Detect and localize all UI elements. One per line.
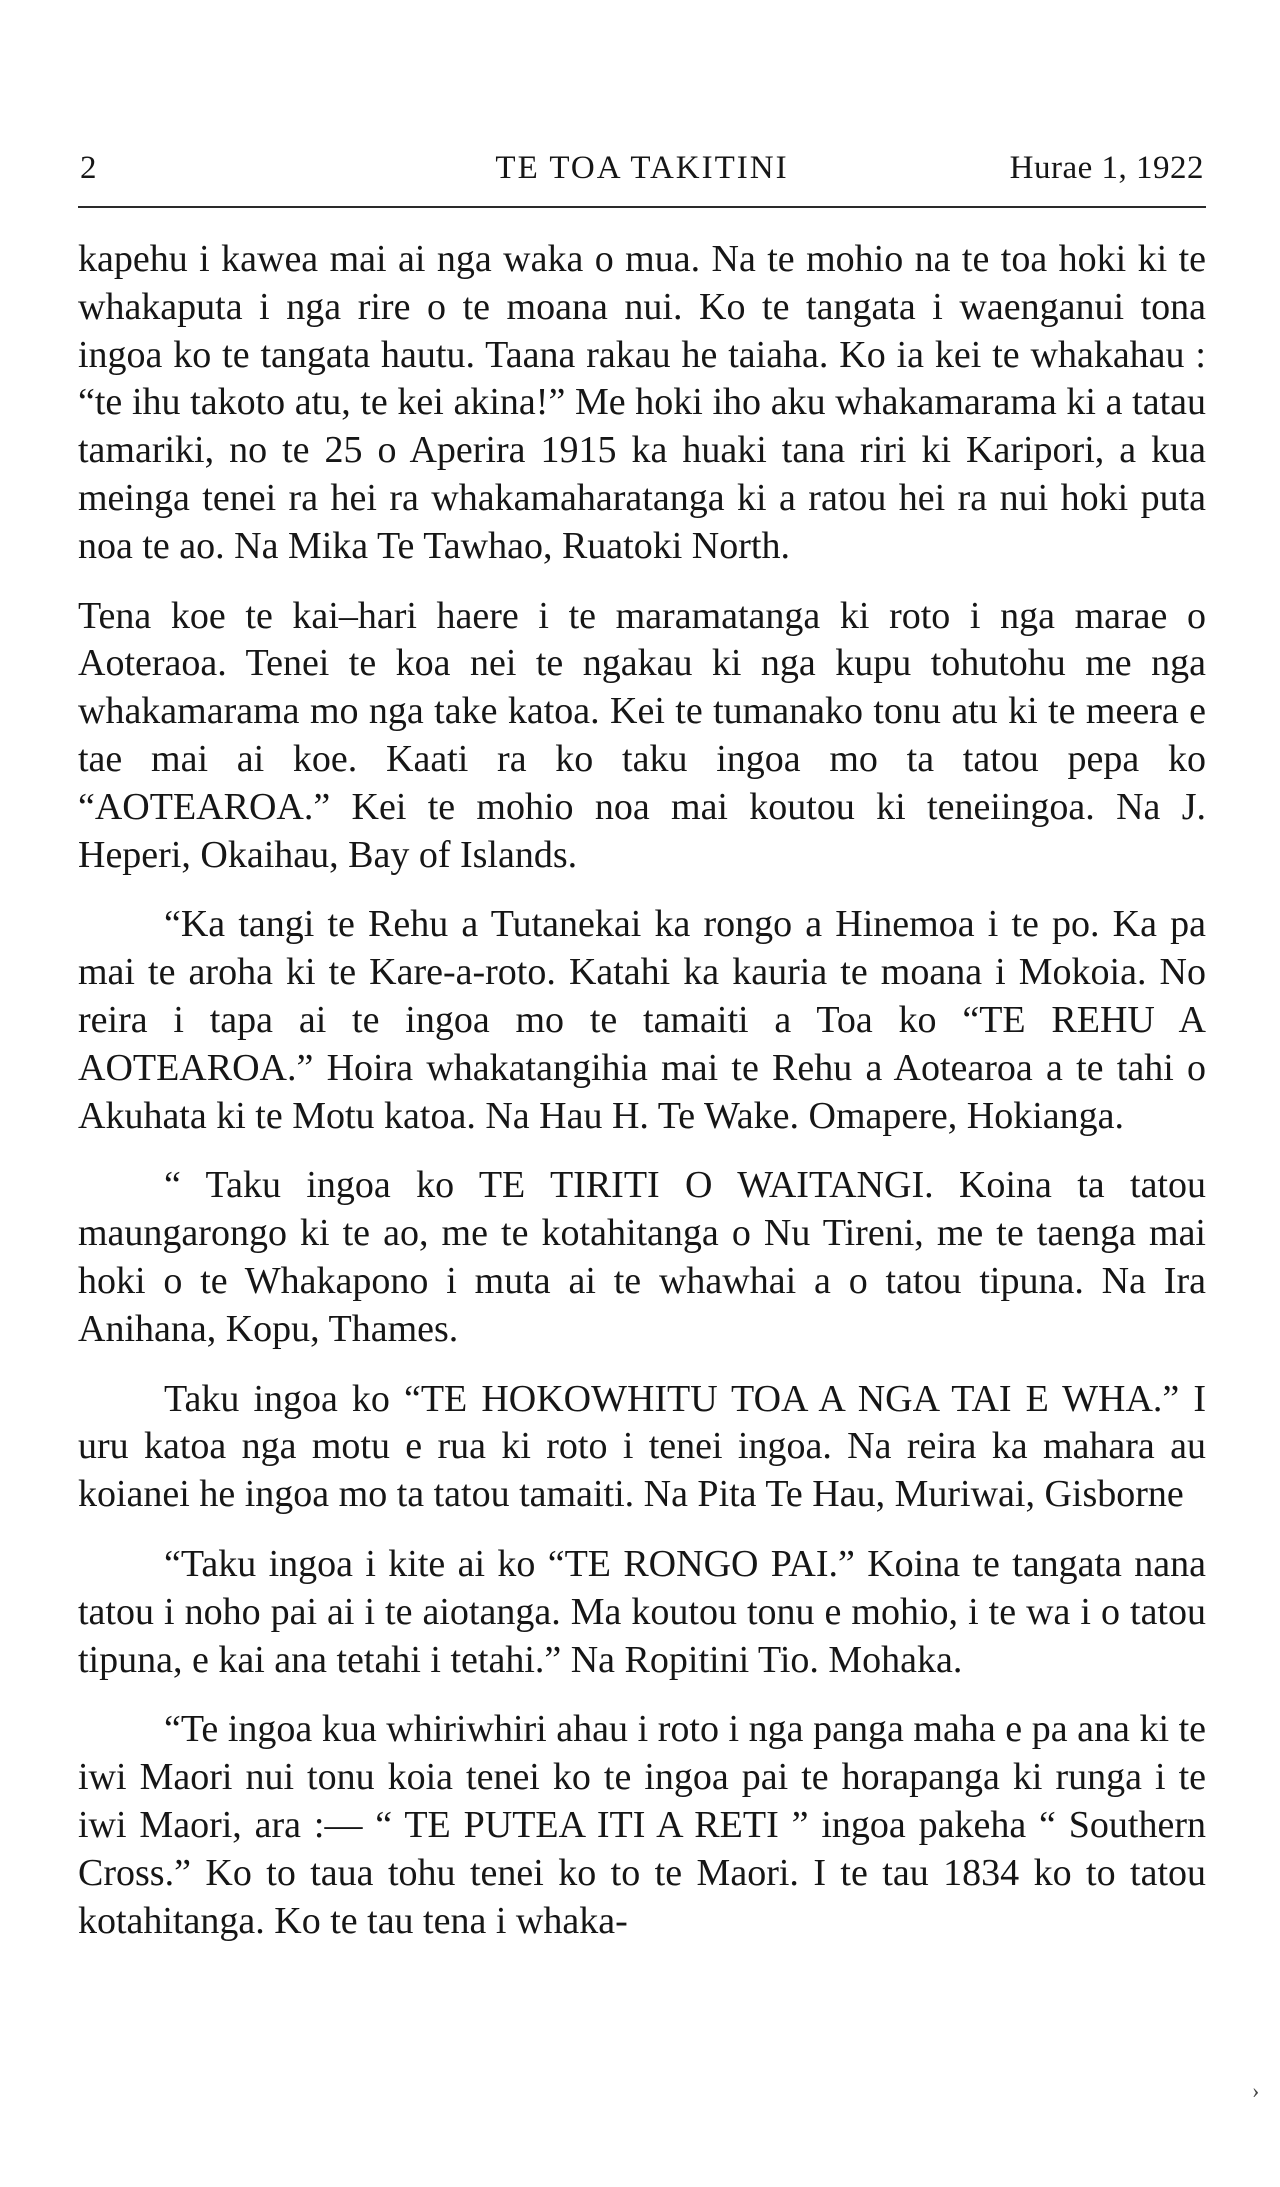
running-title: TE TOA TAKITINI	[495, 150, 789, 186]
paragraph: kapehu i kawea mai ai nga waka o mua. Na te mohio na te toa hoki ki te whakaputa i nga rire o te moana nui. Ko te tangata i waenganui tona ingoa ko te tangata hautu. Taana rakau he taiaha. Ko ia kei te whakahau : “te ihu takoto atu, te kei akina!” Me hoki iho aku whakamarama ki a tatau tamariki, no te 25 o Aperira 1915 ka huaki tana riri ki Karipori, a kua meinga tenei ra hei ra whakamaharatanga ki a ratou hei ra nui hoki puta noa te ao. Na Mika Te Tawhao, Ruatoki North.	[78, 238, 1206, 567]
margin-mark: ›	[1252, 2078, 1260, 2103]
issue-date: Hurae 1, 1922	[1009, 150, 1204, 186]
paragraph: Taku ingoa ko “TE HOKOWHITU TOA A NGA TAI E WHA.” I uru katoa nga motu e rua ki roto i tenei ingoa. Na reira ka mahara au koianei he ingoa mo ta tatou tamaiti. Na Pita Te Hau, Muriwai, Gisborne	[78, 1377, 1206, 1516]
body-text	[78, 236, 1206, 1967]
paragraph: “Taku ingoa i kite ai ko “TE RONGO PAI.” Koina te tangata nana tatou i noho pai ai i te aiotanga. Ma koutou tonu e mohio, i te wa i o tatou tipuna, e kai ana tetahi i tetahi.” Na Ropitini Tio. Mohaka.	[78, 1542, 1206, 1681]
paragraph: “ Taku ingoa ko TE TIRITI O WAITANGI. Koina ta tatou maungarongo ki te ao, me te kotahitanga o Nu Tireni, me te taenga mai hoki o te Whakapono i muta ai te whawhai a o tatou tipuna. Na Ira Anihana, Kopu, Thames.	[78, 1164, 1206, 1350]
document-page	[78, 0, 1206, 2187]
paragraph: “Te ingoa kua whiriwhiri ahau i roto i nga panga maha e pa ana ki te iwi Maori nui tonu koia tenei ko te ingoa pai te horapanga ki runga i te iwi Maori, ara :— “ TE PUTEA ITI A RETI ” ingoa pakeha “ Southern Cross.” Ko to taua tohu tenei ko to te Maori. I te tau 1834 ko to tatou kotahitanga. Ko te tau tena i whaka-	[78, 1708, 1206, 1942]
page-number: 2	[80, 150, 97, 186]
paragraph: “Ka tangi te Rehu a Tutanekai ka rongo a Hinemoa i te po. Ka pa mai te aroha ki te Kare-a-roto. Katahi ka kauria te moana i Mokoia. No reira i tapa ai te ingoa mo te tamaiti a Toa ko “TE REHU A AOTEAROA.” Hoira whakatangihia mai te Rehu a Aotearoa a te tahi o Akuhata ki te Motu katoa. Na Hau H. Te Wake. Omapere, Hokianga.	[78, 903, 1206, 1137]
paragraph: Tena koe te kai–hari haere i te maramatanga ki roto i nga marae o Aoteraoa. Tenei te koa nei te ngakau ki nga kupu tohutohu me nga whakamarama mo nga take katoa. Kei te tumanako tonu atu ki te meera e tae mai ai koe. Kaati ra ko taku ingoa mo ta tatou pepa ko “AOTEAROA.” Kei te mohio noa mai koutou ki teneiingoa. Na J. Heperi, Okaihau, Bay of Islands.	[78, 594, 1206, 876]
running-header	[78, 150, 1206, 200]
header-rule	[78, 206, 1206, 208]
